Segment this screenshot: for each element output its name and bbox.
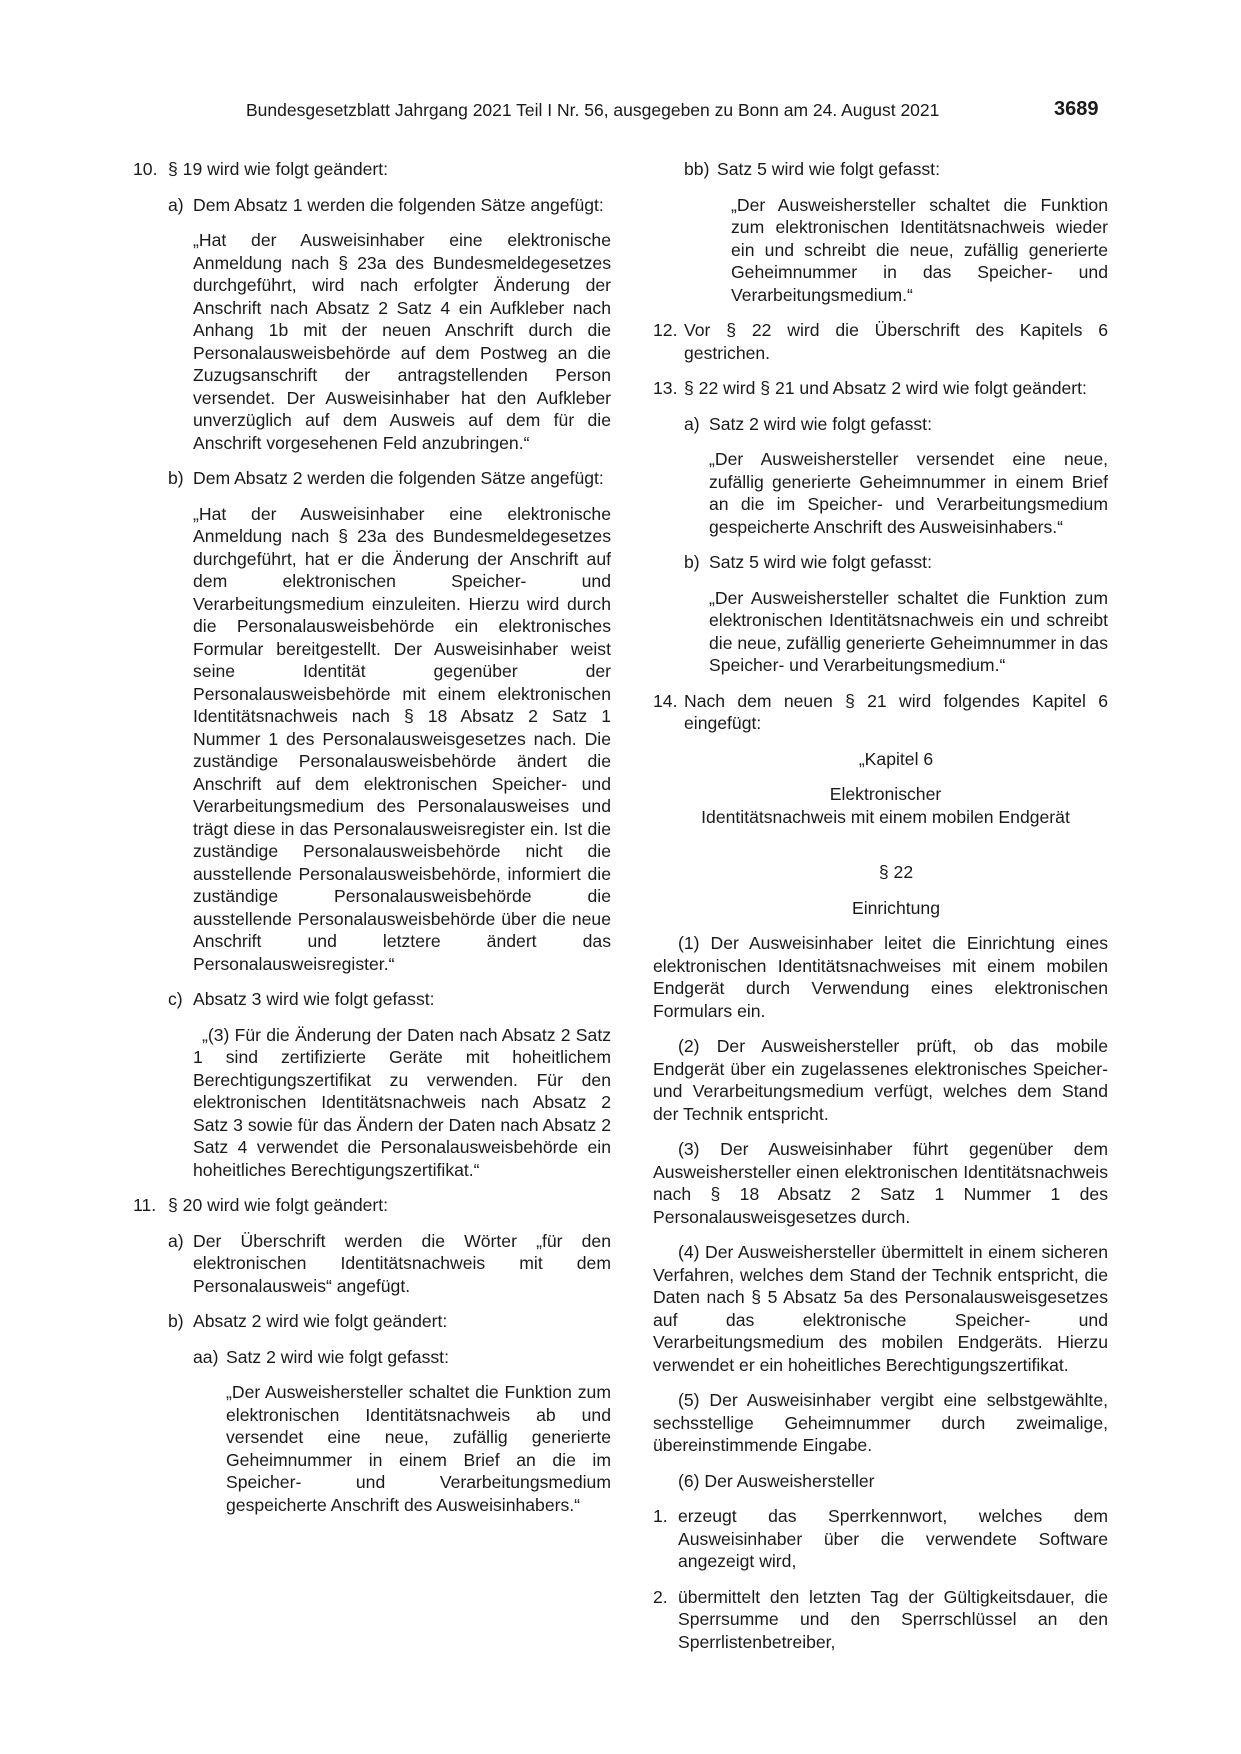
- list-item: [653, 1586, 1108, 1654]
- sub-item-text: Satz 5 wird wie folgt gefasst:: [709, 552, 932, 572]
- sub-sub-item: [193, 1346, 611, 1369]
- list-item: [653, 1505, 1108, 1573]
- item-text: erzeugt das Sperrkennwort, welches dem Ausweisinhaber über die verwendete Software angezeigt wird,: [678, 1506, 1108, 1571]
- sub-sub-item-text: Satz 5 wird wie folgt gefasst:: [717, 159, 940, 179]
- sub-item-text: Dem Absatz 1 werden die folgenden Sätze angefügt:: [193, 194, 604, 215]
- chapter-title-line: Elektronischer: [829, 784, 942, 804]
- paragraph: (5) Der Ausweisinhaber vergibt eine selbstgewählte, sechsstellige Geheimnummer durch zweimalige, übereinstimmende Eingabe.: [653, 1390, 1108, 1455]
- sub-item-label: b): [168, 1311, 184, 1331]
- quoted-text: „Hat der Ausweisinhaber eine elektronische Anmeldung nach § 23a des Bundesmeldegesetzes durchgeführt, wird nach erfolgter Änderung der Anschrift nach Absatz 2 Satz 4 ein Aufkleber nach Anhang 1b mit der neuen Anschrift durch die Personalausweisbehörde auf dem Postweg an die Zuzugsanschrift der antragstellenden Person versendet. Der Ausweisinhaber hat den Aufkleber unverzüglich auf dem Ausweis auf dem für die Anschrift vorgesehenen Feld anzubringen.“: [193, 230, 611, 453]
- sub-sub-item-text: Satz 2 wird wie folgt gefasst:: [226, 1346, 449, 1367]
- sub-item-text: Der Überschrift werden die Wörter „für den elektronischen Identitätsnachweis mit dem Personalausweis“ angefügt.: [193, 1230, 611, 1296]
- sub-item-label: b): [168, 468, 184, 488]
- sub-item-label: a): [168, 194, 184, 215]
- sub-item: [168, 194, 611, 217]
- left-column: [133, 158, 611, 1529]
- item-number: 10.: [133, 159, 158, 179]
- sub-sub-item-label: aa): [193, 1346, 219, 1367]
- sub-sub-item: [684, 158, 1108, 181]
- sub-item-label: b): [684, 552, 700, 572]
- sub-item-label: a): [168, 1230, 184, 1251]
- paragraph: (4) Der Ausweishersteller übermittelt in einem sicheren Verfahren, welches dem Stand der Technik entspricht, die Daten nach § 5 Absatz 5a des Personalausweisgesetzes auf das elektronische Speicher- und Verarbeitungsmedium des mobilen Endgeräts. Hierzu verwendet er ein hoheitliches Berechtigungszertifikat.: [653, 1242, 1108, 1375]
- quoted-text: „Der Ausweishersteller schaltet die Funktion zum elektronischen Identitätsnachweis ab und versendet eine neue, zufällig generierte Geheimnummer in einem Brief an die im Speicher- und Verarbeitungsmedium gespeicherte Anschrift des Ausweisinhabers.“: [226, 1382, 611, 1515]
- sub-item-text: Dem Absatz 2 werden die folgenden Sätze angefügt:: [193, 468, 604, 488]
- paragraph: (6) Der Ausweishersteller: [678, 1470, 875, 1491]
- section-heading: § 22: [878, 862, 914, 882]
- paragraph: (2) Der Ausweishersteller prüft, ob das mobile Endgerät über ein zugelassenes elektronisches Speicher- und Verarbeitungsmedium verfügt, welches dem Stand der Technik entspricht.: [653, 1036, 1108, 1124]
- quoted-text: „(3) Für die Änderung der Daten nach Absatz 2 Satz 1 sind zertifizierte Geräte mit hoheitlichem Berechtigungszertifikat zu verwenden. Für den elektronischen Identitätsnachweis nach Absatz 2 Satz 3 sowie für das Ändern der Daten nach Absatz 2 Satz 4 verwendet die Personalausweisbehörde ein hoheitliches Berechtigungszertifikat.“: [193, 1024, 611, 1180]
- page-number: 3689: [1054, 98, 1099, 120]
- quoted-text: „Der Ausweishersteller versendet eine neue, zufällig generierte Geheimnummer in einem Brief an die im Speicher- und Verarbeitungsmedium gespeicherte Anschrift des Ausweisinhabers.“: [709, 449, 1108, 537]
- sub-item: [684, 551, 1108, 574]
- quoted-text: „Hat der Ausweisinhaber eine elektronische Anmeldung nach § 23a des Bundesmeldegesetzes durchgeführt, hat er die Änderung der Anschrift auf dem elektronischen Speicher- und Verarbeitungsmedium einzuleiten. Hierzu wird durch die Personalausweisbehörde ein elektronisches Formular bereitgestellt. Der Ausweisinhaber weist seine Identität gegenüber der Personalausweisbehörde mit einem elektronischen Identitätsnachweis nach § 18 Absatz 2 Satz 1 Nummer 1 des Personalausweisgesetzes nach. Die zuständige Personalausweisbehörde ändert die Anschrift auf dem elektronischen Speicher- und Verarbeitungsmedium des Personalausweises und trägt diese in das Personalausweisregister ein. Ist die zuständige Personalausweisbehörde nicht die ausstellende Personalausweisbehörde, informiert die zuständige Personalausweisbehörde die ausstellende Personalausweisbehörde über die neue Anschrift und letztere ändert das Personalausweisregister.“: [193, 503, 611, 974]
- section-title: Einrichtung: [851, 897, 941, 918]
- item-text: § 20 wird wie folgt geändert:: [168, 1195, 389, 1215]
- item-text: § 19 wird wie folgt geändert:: [168, 159, 389, 179]
- sub-item: [168, 467, 611, 490]
- chapter-heading: „Kapitel 6: [858, 748, 934, 769]
- list-item: [653, 319, 1108, 364]
- item-text: Nach dem neuen § 21 wird folgendes Kapitel 6 eingefügt:: [684, 690, 1108, 733]
- quoted-text: „Der Ausweishersteller schaltet die Funktion zum elektronischen Identitätsnachweis wieder ein und schreibt die neue, zufällig generierte Geheimnummer in das Speicher- und Verarbeitungsmedium.“: [731, 194, 1108, 305]
- list-item: [133, 158, 611, 181]
- item-text: übermittelt den letzten Tag der Gültigkeitsdauer, die Sperrsumme und den Sperrschlüssel an den Sperrlistenbetreiber,: [678, 1586, 1108, 1652]
- sub-item: [168, 1310, 611, 1333]
- sub-sub-item-label: bb): [684, 159, 710, 179]
- quoted-text: „Der Ausweishersteller schaltet die Funktion zum elektronischen Identitätsnachweis ein und schreibt die neue, zufällig generierte Geheimnummer in das Speicher- und Verarbeitungsmedium.“: [709, 587, 1109, 675]
- sub-item-text: Absatz 3 wird wie folgt gefasst:: [193, 989, 435, 1009]
- paragraph: (1) Der Ausweisinhaber leitet die Einrichtung eines elektronischen Identitätsnachweises mit einem mobilen Endgerät durch Verwendung eines elektronischen Formulars ein.: [653, 933, 1108, 1021]
- item-number: 1.: [653, 1506, 668, 1526]
- item-text: § 22 wird § 21 und Absatz 2 wird wie folgt geändert:: [684, 378, 1087, 398]
- right-column: [653, 158, 1108, 1666]
- paragraph: (3) Der Ausweisinhaber führt gegenüber dem Ausweishersteller einen elektronischen Identitätsnachweis nach § 18 Absatz 2 Satz 1 Nummer 1 des Personalausweisgesetzes durch.: [653, 1139, 1108, 1227]
- list-item: [653, 377, 1108, 400]
- item-number: 11.: [133, 1195, 157, 1215]
- item-number: 12.: [653, 320, 678, 340]
- gazette-title: Bundesgesetzblatt Jahrgang 2021 Teil I Nr. 56, ausgegeben zu Bonn am 24. August 2021: [246, 100, 940, 120]
- sub-item-label: c): [168, 989, 183, 1009]
- item-number: 14.: [653, 690, 678, 711]
- item-text: Vor § 22 wird die Überschrift des Kapitels 6 gestrichen.: [684, 320, 1108, 363]
- item-number: 2.: [653, 1586, 668, 1607]
- sub-item-label: a): [684, 413, 700, 434]
- sub-item-text: Satz 2 wird wie folgt gefasst:: [709, 413, 932, 434]
- chapter-title-line: Identitätsnachweis mit einem mobilen Endgerät: [701, 806, 1070, 827]
- sub-item-text: Absatz 2 wird wie folgt geändert:: [193, 1311, 448, 1331]
- list-item: [133, 1194, 611, 1217]
- item-number: 13.: [653, 378, 678, 398]
- sub-item: [684, 413, 1108, 436]
- sub-item: [168, 1230, 611, 1298]
- sub-item: [168, 988, 611, 1011]
- list-item: [653, 690, 1108, 735]
